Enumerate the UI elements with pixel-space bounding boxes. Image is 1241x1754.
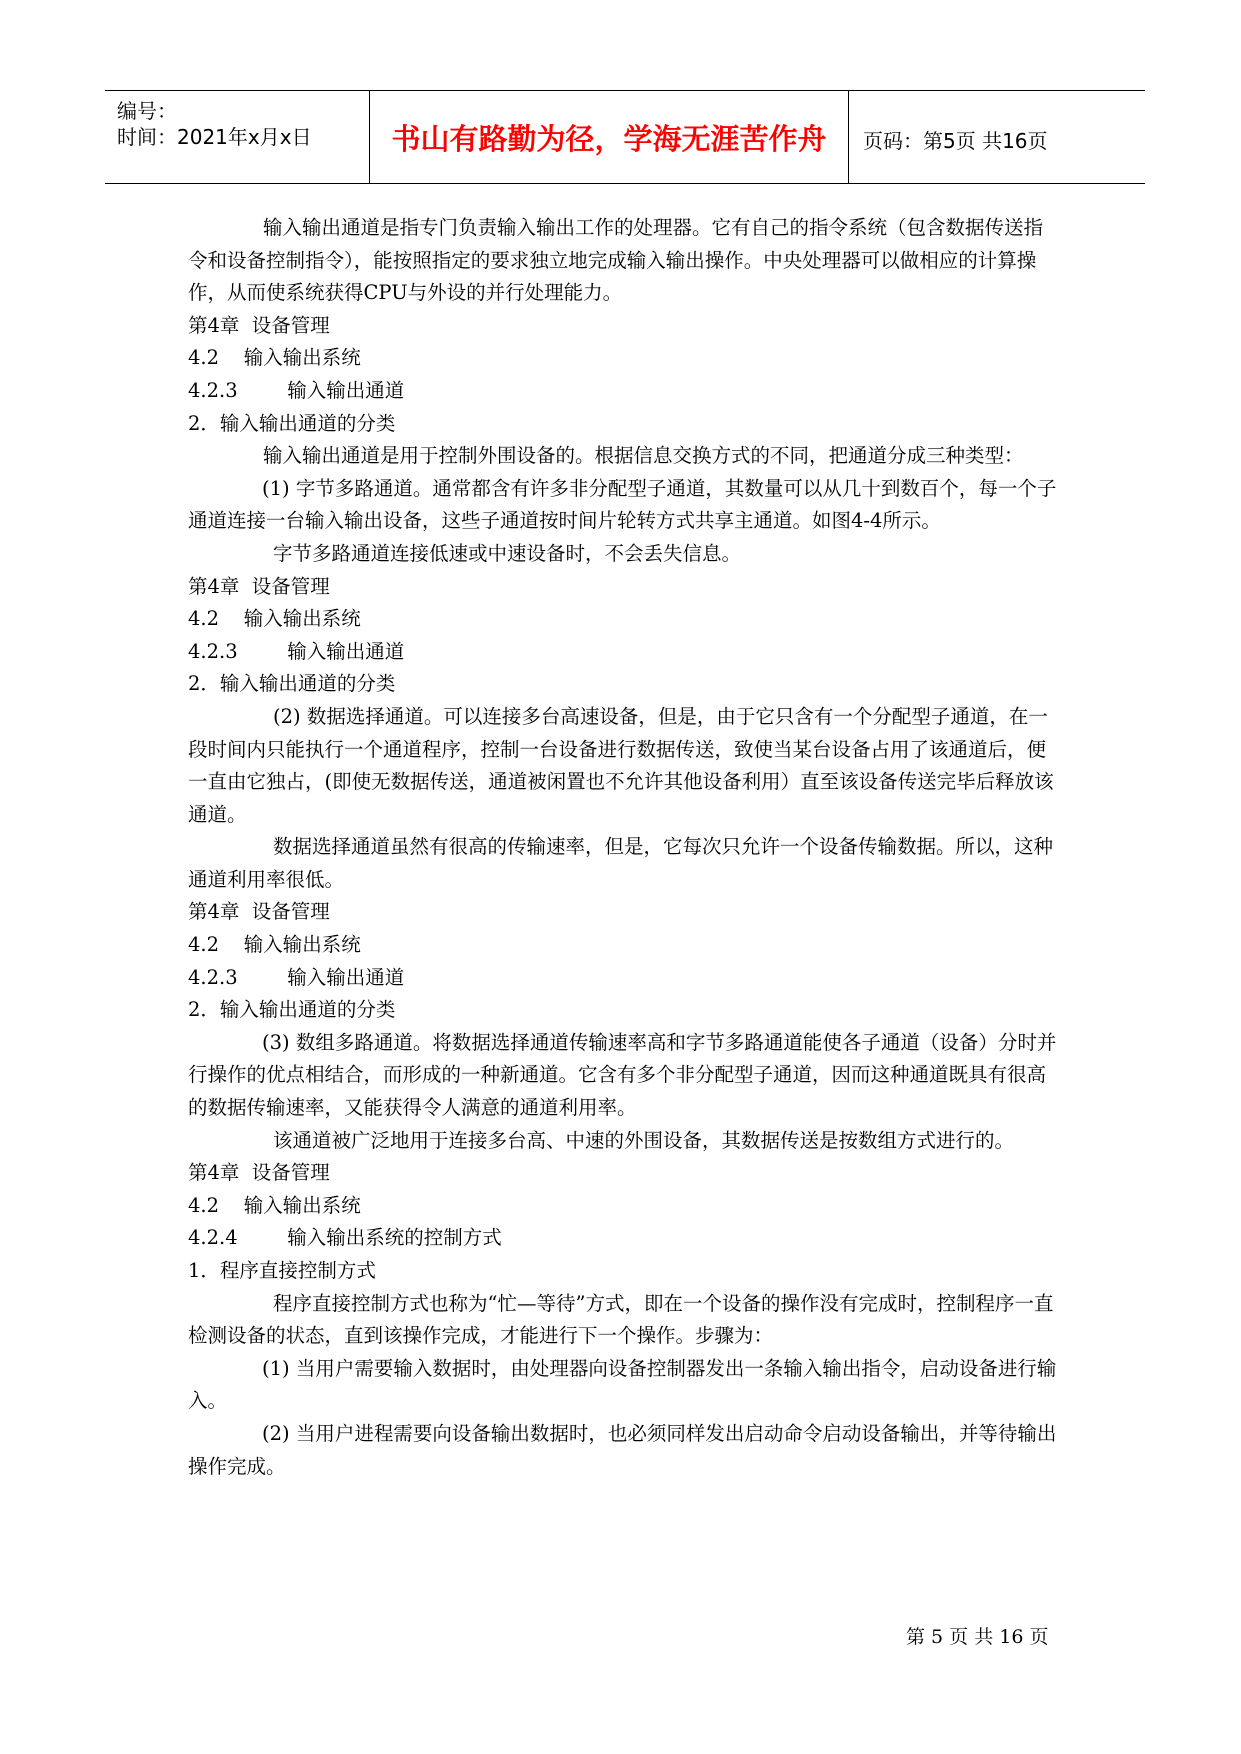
document-number: 编号： — [117, 99, 177, 123]
section-heading: 4.2 输入输出系统 — [188, 933, 361, 957]
section-heading: 4.2 输入输出系统 — [188, 1193, 361, 1217]
section-heading: 4.2.3 输入输出通道 — [188, 378, 405, 402]
body-paragraph: (2) 数据选择通道。可以连接多台高速设备，但是，由于它只含有一个分配型子通道，在一段时间内只能执行一个通道程序，控制一台设备进行数据传送，致使当某台设备占用了该通道后，便一直由它独占，(即使无数据传送，通道被闲置也不允许其他设备利用）直至该设备传送完毕后释放该通道。 — [188, 704, 1054, 826]
body-paragraph: 程序直接控制方式也称为“忙—等待”方式，即在一个设备的操作没有完成时，控制程序一直检测设备的状态，直到该操作完成，才能进行下一个操作。步骤为： — [188, 1291, 1054, 1348]
document-body — [188, 212, 1060, 1483]
header-info-cell — [105, 91, 370, 183]
body-paragraph: (1) 当用户需要输入数据时，由处理器向设备控制器发出一条输入输出指令，启动设备进行输入。 — [188, 1356, 1057, 1413]
section-heading: 第4章 设备管理 — [188, 1161, 330, 1185]
section-heading: 4.2.3 输入输出通道 — [188, 639, 405, 663]
section-heading: 2．输入输出通道的分类 — [188, 672, 396, 696]
section-heading: 4.2 输入输出系统 — [188, 346, 361, 370]
header-page-number: 页码：第5页 共16页 — [863, 129, 1048, 153]
header-motto-cell — [370, 91, 849, 183]
section-heading: 2．输入输出通道的分类 — [188, 998, 396, 1022]
document-time: 时间：2021年x月x日 — [117, 125, 312, 149]
section-heading: 1．程序直接控制方式 — [188, 1259, 376, 1282]
header-table — [105, 90, 1145, 184]
section-heading: 第4章 设备管理 — [188, 574, 330, 598]
body-paragraph: (3) 数组多路通道。将数据选择通道传输速率高和字节多路通道能使各子通道（设备）分时并行操作的优点相结合，而形成的一种新通道。它含有多个非分配型子通道，因而这种通道既具有很高的数据传输速率，又能获得令人满意的通道利用率。 — [188, 1030, 1057, 1120]
section-heading: 第4章 设备管理 — [188, 313, 330, 337]
section-heading: 4.2.4 输入输出系统的控制方式 — [188, 1226, 502, 1250]
section-heading: 4.2.3 输入输出通道 — [188, 965, 405, 989]
header-motto: 书山有路勤为径，学海无涯苦作舟 — [391, 122, 827, 156]
body-paragraph: (2) 当用户进程需要向设备输出数据时，也必须同样发出启动命令启动设备输出，并等待输出操作完成。 — [188, 1421, 1057, 1478]
body-paragraph: 该通道被广泛地用于连接多台高、中速的外围设备，其数据传送是按数组方式进行的。 — [273, 1128, 1015, 1152]
section-heading: 第4章 设备管理 — [188, 900, 330, 924]
section-heading: 2．输入输出通道的分类 — [188, 411, 396, 435]
body-paragraph: (1) 字节多路通道。通常都含有许多非分配型子通道，其数量可以从几十到数百个，每一个子通道连接一台输入输出设备，这些子通道按时间片轮转方式共享主通道。如图4-4所示。 — [188, 476, 1057, 533]
header-page-cell — [849, 91, 1145, 183]
body-paragraph: 字节多路通道连接低速或中速设备时，不会丢失信息。 — [273, 541, 742, 565]
body-paragraph: 输入输出通道是用于控制外围设备的。根据信息交换方式的不同，把通道分成三种类型： — [263, 444, 1024, 468]
body-paragraph: 输入输出通道是指专门负责输入输出工作的处理器。它有自己的指令系统（包含数据传送指令和设备控制指令），能按照指定的要求独立地完成输入输出操作。中央处理器可以做相应的计算操作，从而使系统获得CPU与外设的并行处理能力。 — [188, 216, 1044, 305]
page-footer: 第 5 页 共 16 页 — [906, 1626, 1049, 1648]
section-heading: 4.2 输入输出系统 — [188, 607, 361, 631]
body-paragraph: 数据选择通道虽然有很高的传输速率，但是，它每次只允许一个设备传输数据。所以，这种通道利用率很低。 — [188, 835, 1054, 891]
